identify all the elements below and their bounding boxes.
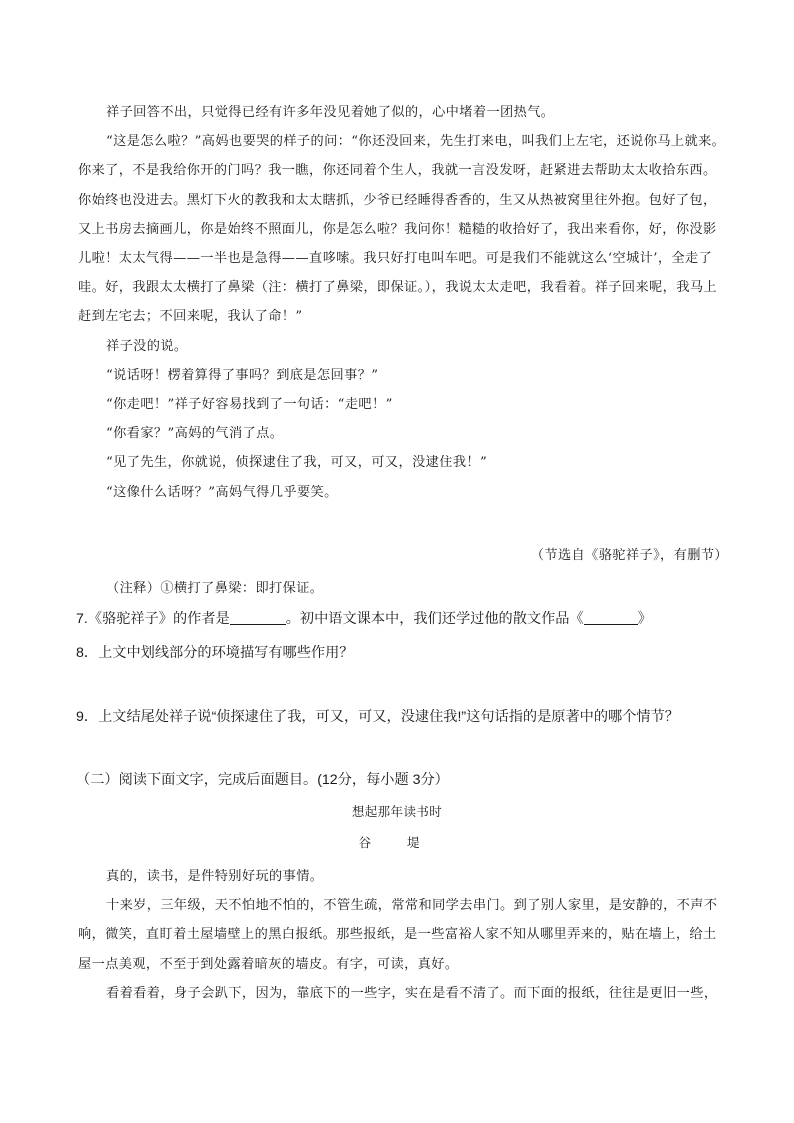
section-2-heading: （二）阅读下面文字，完成后面题目。(12分，每小题 3分） [76, 772, 449, 788]
excerpt-paragraph: 祥子回答不出，只觉得已经有许多年没见着她了似的，心中堵着一团热气。 [106, 105, 555, 120]
question-7-middle: 。初中语文课本中，我们还学过他的散文作品《 [285, 611, 584, 627]
excerpt-paragraph: “你走吧！”祥子好容易找到了一句话：“走吧！” [106, 397, 393, 413]
excerpt-paragraph: “你看家？”高妈的气消了点。 [106, 426, 284, 442]
question-9: 9．上文结尾处祥子说“侦探逮住了我，可又，可又，没逮住我!”这句话指的是原著中的哪个情节？ [76, 709, 679, 725]
article-title: 想起那年读书时 [351, 804, 443, 819]
answer-blank-essay[interactable] [584, 610, 638, 625]
excerpt-source: （节选自《骆驼祥子》，有删节） [530, 548, 728, 563]
answer-blank-author[interactable] [230, 610, 286, 625]
article-paragraph: 看着看着，身子会趴下，因为，靠底下的一些字，实在是看不清了。而下面的报纸，往往是更旧一些， [106, 985, 718, 1001]
article-passage [78, 862, 730, 1008]
excerpt-note: （注释）①横打了鼻梁：即打保证。 [106, 581, 324, 596]
question-7 [76, 607, 652, 631]
article-paragraph: 十来岁，三年级，天不怕地不怕的，不管生疏，常常和同学去串门。到了别人家里，是安静的，不声不响，微笑，直盯着土屋墙壁上的黑白报纸。那些报纸，是一些富裕人家不知从哪里弄来的，贴在墙上，给土屋一点美观，不至于到处露着暗灰的墙皮。有字，可读，真好。 [78, 898, 718, 972]
excerpt-paragraph: 祥子没的说。 [106, 338, 188, 354]
question-8: 8．上文中划线部分的环境描写有哪些作用？ [76, 645, 354, 661]
excerpt-paragraph: “见了先生，你就说，侦探逮住了我，可又，可又，没逮住我！” [106, 455, 488, 471]
article-author [0, 828, 794, 857]
excerpt-paragraph: “这是怎么啦？”高妈也要哭的样子的问：“你还没回来，先生打来电，叫我们上左宅，还说你马上就来。你来了，不是我给你开的门吗？我一瞧，你还同着个生人，我就一言没发呀，赶紧进去帮助太太收拾东西。你始终也没进去。黑灯下火的教我和太太瞎抓，少爷已经睡得香香的，生又从热被窝里往外抱。包好了包，又上书房去摘画儿，你是始终不照面儿，你是怎么啦？我问你！糙糙的收拾好了，我出来看你，好，你没影儿啦！太太气得——一半也是急得——直哆嗦。我只好打电叫车吧。可是我们不能就这么‘空城计’，全走了哇。好，我跟太太横打了鼻梁（注：横打了鼻梁，即保证。），我说太太走吧，我看着。祥子回来呢，我马上赶到左宅去；不回来呢，我认了命！” [78, 134, 726, 325]
article-author-name: 谷 堤 [358, 835, 436, 850]
question-7-prefix: 7.《骆驼祥子》的作者是 [76, 611, 230, 627]
question-7-suffix: 》 [637, 611, 652, 627]
excerpt-paragraph: “说话呀！楞着算得了事吗？到底是怎回事？” [106, 367, 379, 383]
excerpt-passage [78, 98, 730, 507]
excerpt-paragraph: “这像什么话呀？”高妈气得几乎要笑。 [106, 484, 338, 500]
article-paragraph: 真的，读书，是件特别好玩的事情。 [106, 869, 324, 884]
